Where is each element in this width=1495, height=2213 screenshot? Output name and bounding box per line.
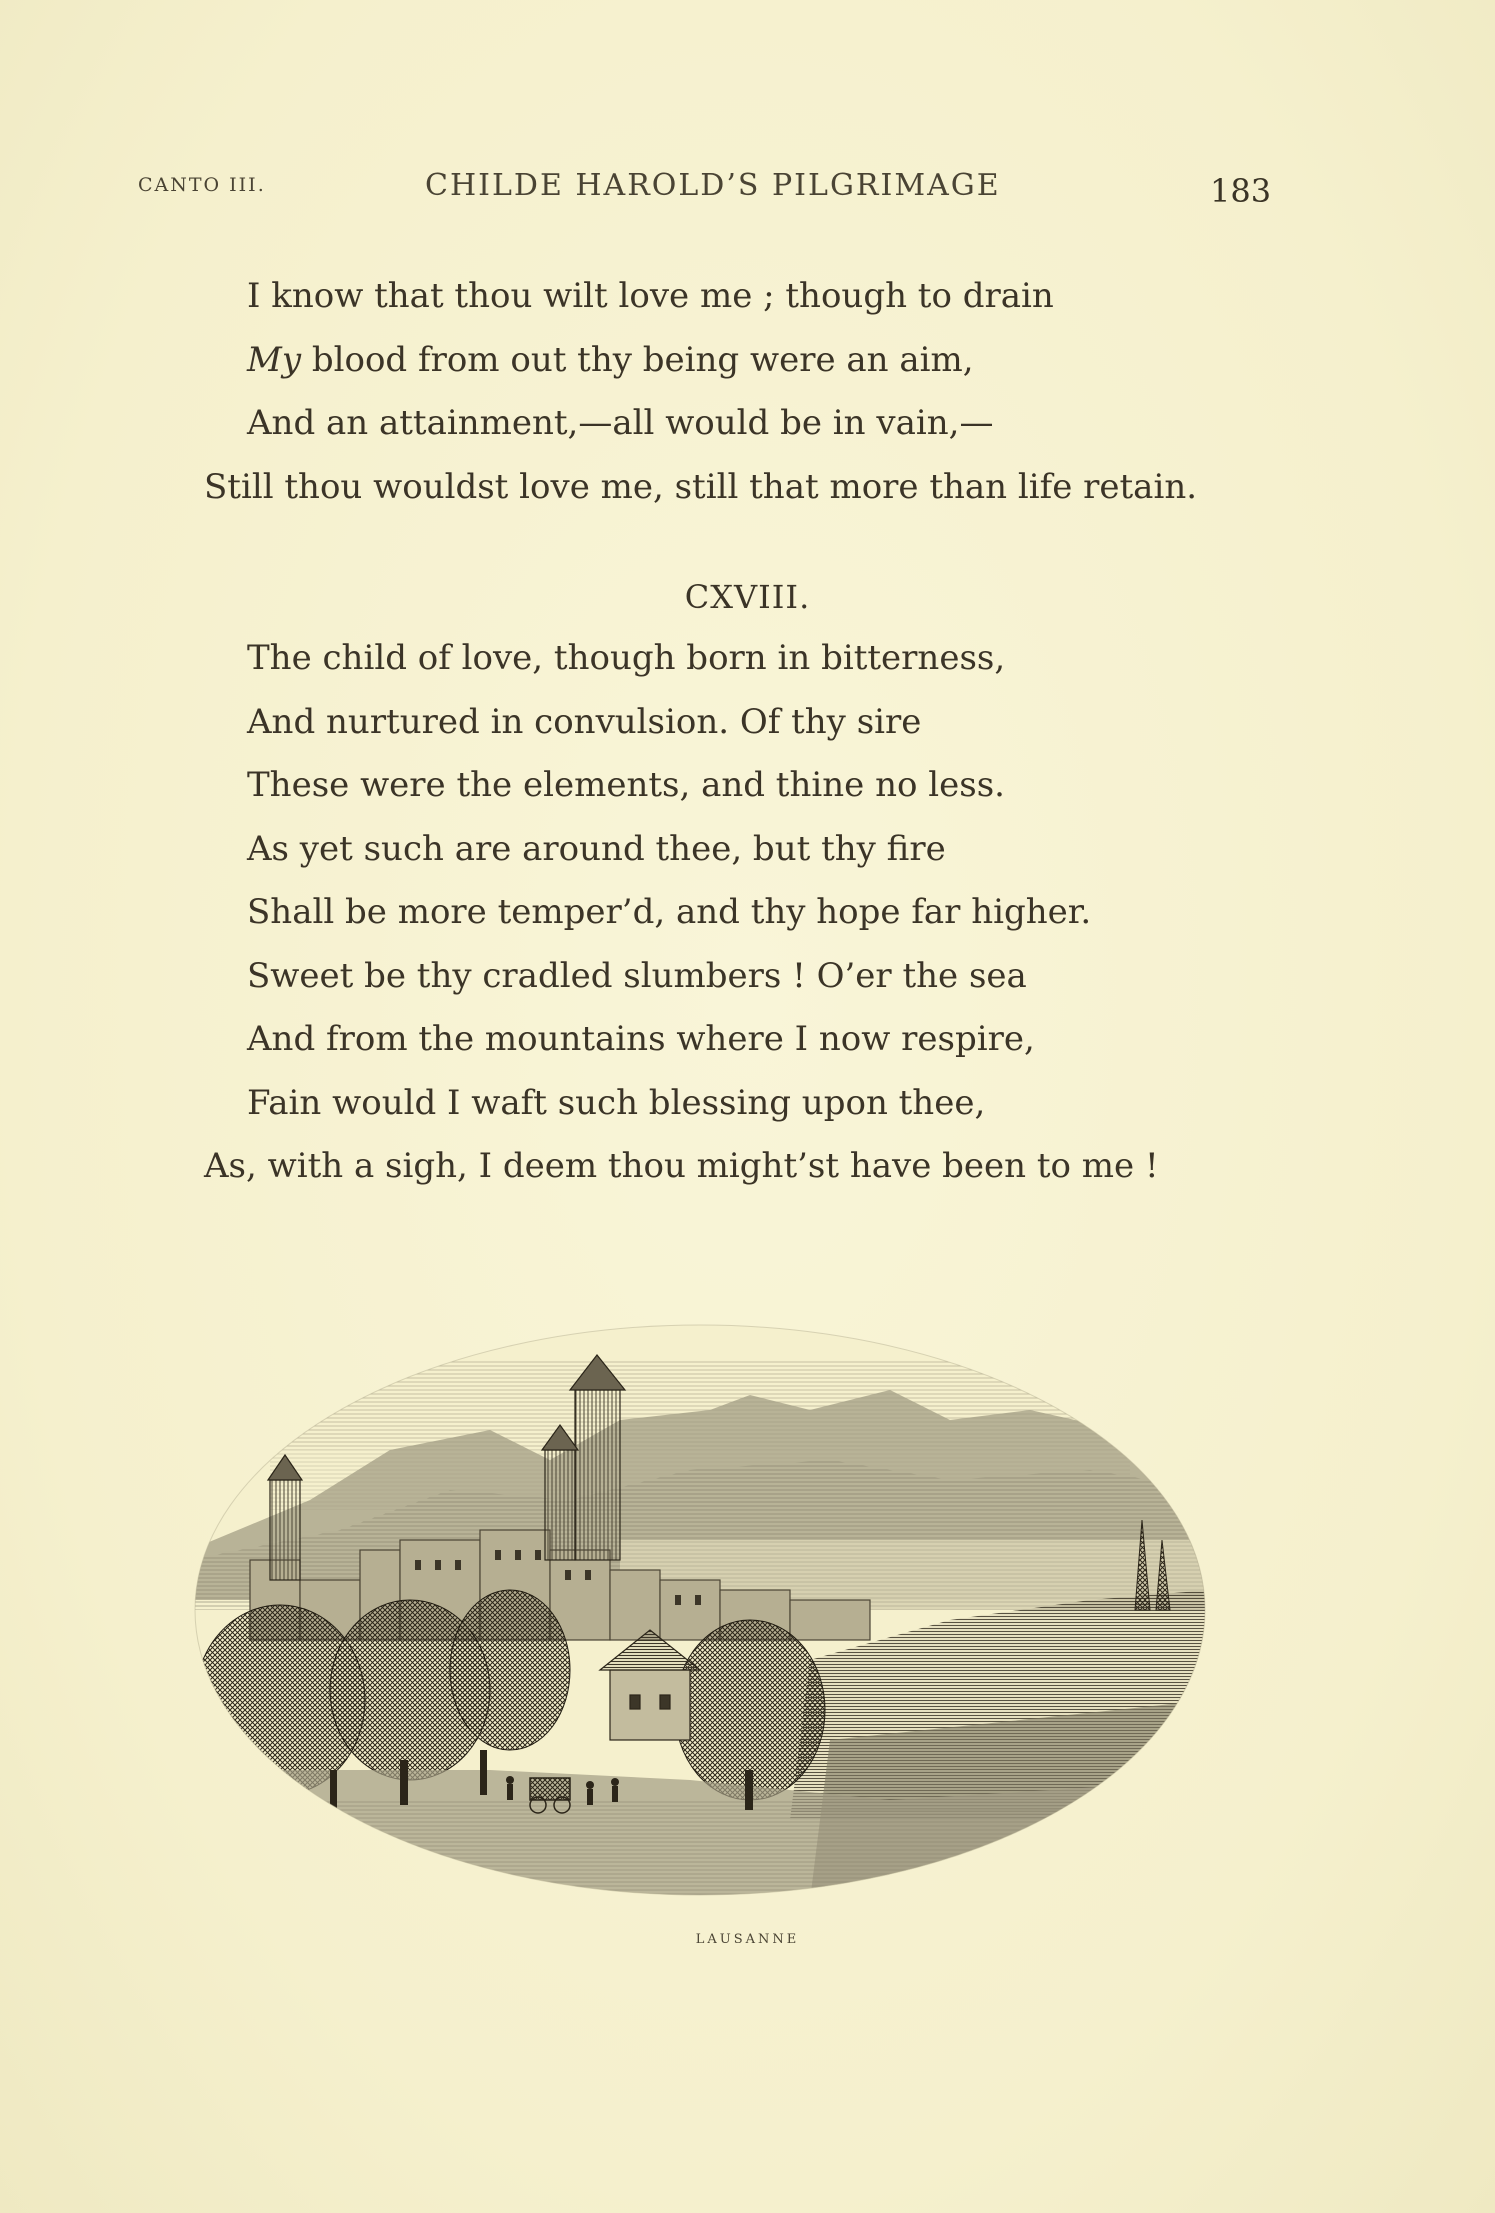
- running-title: CHILDE HAROLD’S PILGRIMAGE: [425, 168, 1001, 203]
- verse-line: As, with a sigh, I deem thou might’st have been to me !: [204, 1146, 1159, 1186]
- stanza-number: CXVIII.: [684, 578, 811, 616]
- verse-line: Fain would I waft such blessing upon thee,: [247, 1083, 986, 1123]
- verse-line: Sweet be thy cradled slumbers ! O’er the sea: [247, 956, 1027, 996]
- verse-line: [247, 403, 993, 443]
- verse-line: [247, 276, 1054, 316]
- verse-line: As yet such are around thee, but thy fire: [247, 829, 946, 869]
- verse-text: Still thou wouldst love me, still that more than life retain.: [204, 467, 1198, 507]
- verse-line: The child of love, though born in bitterness,: [247, 638, 1006, 678]
- verse-line: These were the elements, and thine no less.: [247, 765, 1005, 805]
- illustration-caption: LAUSANNE: [695, 1932, 800, 1947]
- canto-label: CANTO III.: [138, 174, 266, 196]
- verse-line: And from the mountains where I now respire,: [247, 1019, 1035, 1059]
- verse-text: I know that thou wilt love me ; though to drain: [247, 276, 1054, 316]
- verse-line: [247, 340, 974, 380]
- running-head: [0, 168, 1495, 218]
- page-number: 183: [1210, 172, 1272, 210]
- verse-line: Shall be more temper’d, and thy hope far higher.: [247, 892, 1092, 932]
- verse-text: blood from out thy being were an aim,: [301, 340, 974, 380]
- verse-line: [204, 467, 1197, 507]
- verse-text: And an attainment,—all would be in vain,—: [247, 403, 994, 443]
- lausanne-engraving: [190, 1300, 1210, 1900]
- verse-line: And nurtured in convulsion. Of thy sire: [247, 702, 922, 742]
- verse-italic: My: [247, 340, 302, 380]
